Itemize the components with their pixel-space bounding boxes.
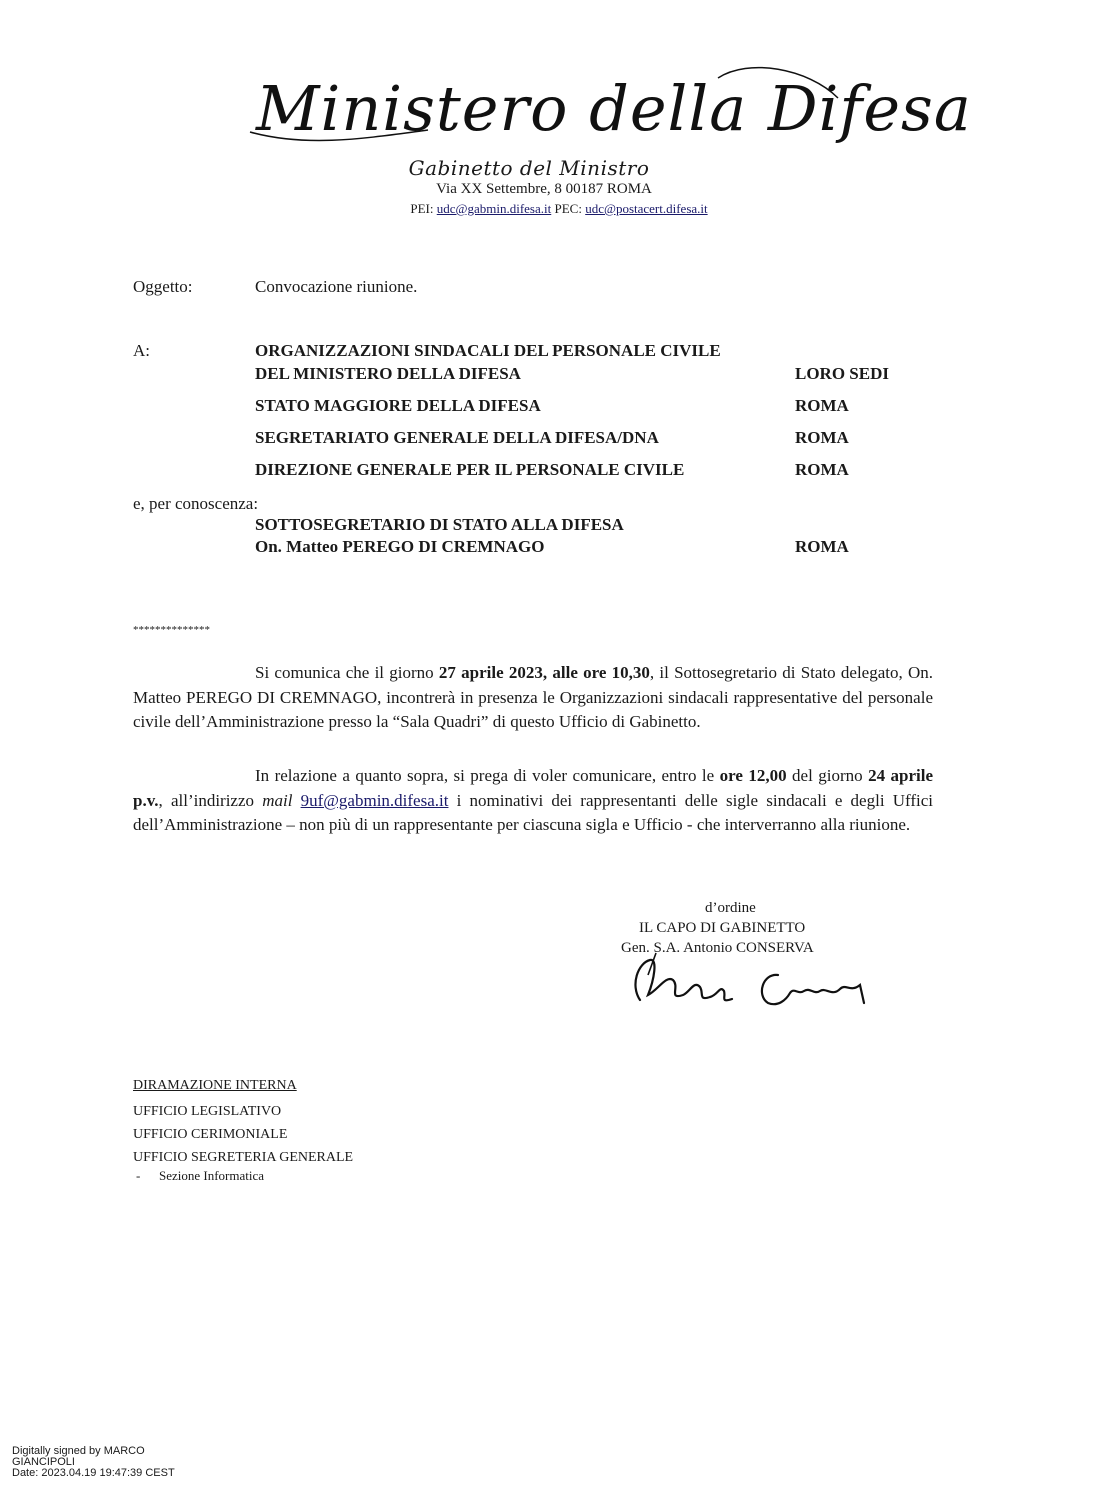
recipient-2-line1: STATO MAGGIORE DELLA DIFESA (255, 396, 541, 415)
pec-label: PEC: (554, 201, 582, 216)
recipients-label: A: (133, 341, 150, 360)
p1-text-a: Si comunica che il giorno (255, 663, 439, 682)
pec-email-link[interactable]: udc@postacert.difesa.it (585, 201, 708, 216)
internal-item-2: UFFICIO CERIMONIALE (133, 1127, 288, 1142)
signature-title: IL CAPO DI GABINETTO (639, 920, 806, 936)
p1-text-d: , il Sottosegretario di Stato delegato, On. Matteo PEREGO DI CREMNAGO, incontrerà in presenza le Organizzazioni sindacali rappresentative del personale civile dell’Amministrazione presso la “Sala Quadri” di questo Ufficio di Gabinetto. (133, 663, 934, 731)
subject-label: Oggetto: (133, 277, 193, 296)
body-paragraph-1 (133, 661, 933, 735)
cc-label: e, per conoscenza: (133, 494, 259, 513)
signature-order: d’ordine (705, 900, 756, 916)
internal-item-3: UFFICIO SEGRETERIA GENERALE (133, 1150, 354, 1165)
recipient-4-city: ROMA (795, 460, 849, 479)
p2-email-link[interactable]: 9uf@gabmin.difesa.it (300, 790, 449, 810)
svg-text:Ministero della Difesa: Ministero della Difesa (256, 72, 972, 145)
internal-sub-bullet: - (136, 1168, 141, 1183)
internal-sub-item: Sezione Informatica (159, 1168, 265, 1183)
office-address: Via XX Settembre, 8 00187 ROMA (436, 181, 652, 197)
recipient-3-city: ROMA (795, 428, 849, 447)
recipient-1-city: LORO SEDI (795, 364, 889, 383)
letterhead-title (248, 58, 972, 158)
cc-1-city: ROMA (795, 537, 849, 556)
p1-time: , alle ore 10,30 (542, 663, 650, 682)
signature-name: Gen. S.A. Antonio CONSERVA (621, 940, 814, 956)
p2-time: ore 12,00 (719, 766, 787, 785)
digital-signature-line-3: Date: 2023.04.19 19:47:39 CEST (12, 1467, 175, 1479)
p2-space (292, 791, 300, 810)
body-paragraph-2 (133, 764, 933, 838)
recipient-4-line1: DIREZIONE GENERALE PER IL PERSONALE CIVILE (255, 460, 685, 479)
handwritten-signature (628, 945, 878, 1020)
pei-email-link[interactable]: udc@gabmin.difesa.it (436, 201, 552, 216)
p2-text-c: del giorno (786, 766, 869, 785)
cc-1-line2: On. Matteo PEREGO DI CREMNAGO (255, 537, 545, 556)
office-name: Gabinetto del Ministro (408, 156, 650, 180)
subject-text: Convocazione riunione. (255, 277, 418, 296)
p2-text-i: i nominativi dei rappresentanti delle sigle sindacali e degli Uffici dell’Amministrazione – non più di un rappresentante per ciascuna sigla e Ufficio - che interverranno alla riunione. (133, 790, 933, 834)
p2-date: 24 aprile p.v. (133, 766, 933, 810)
p1-date: 27 aprile 2023 (438, 663, 543, 682)
internal-item-1: UFFICIO LEGISLATIVO (133, 1104, 282, 1119)
p2-mail-word: mail (262, 790, 293, 810)
p2-text-a: In relazione a quanto sopra, si prega di voler comunicare, entro le (255, 766, 720, 785)
pei-label: PEI: (410, 201, 434, 216)
office-emails (0, 201, 1118, 217)
internal-heading: DIRAMAZIONE INTERNA (133, 1078, 297, 1093)
digital-signature-line-1: Digitally signed by MARCO (12, 1445, 145, 1457)
cc-1-line1: SOTTOSEGRETARIO DI STATO ALLA DIFESA (255, 515, 624, 534)
digital-signature-stamp (12, 1446, 175, 1479)
recipient-3-line1: SEGRETARIATO GENERALE DELLA DIFESA/DNA (255, 428, 659, 447)
recipient-1-line2: DEL MINISTERO DELLA DIFESA (255, 364, 521, 383)
recipient-2-city: ROMA (795, 396, 849, 415)
recipient-1-line1: ORGANIZZAZIONI SINDACALI DEL PERSONALE CIVILE (255, 341, 721, 360)
digital-signature-line-2: GIANCIPOLI (12, 1456, 75, 1468)
separator-stars: ************** (133, 624, 210, 636)
p2-text-e: , all’indirizzo (158, 790, 263, 810)
